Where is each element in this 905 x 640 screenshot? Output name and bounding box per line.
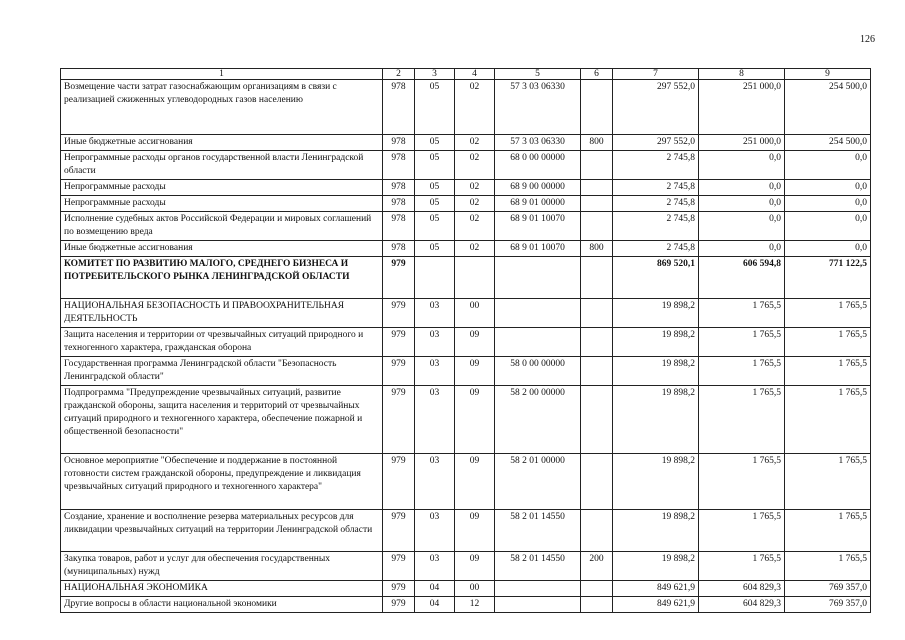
cell-expense-type [581,80,613,135]
cell-target-article: 58 2 01 00000 [495,454,581,510]
cell-expense-type [581,357,613,386]
cell-amount-year2: 606 594,8 [699,257,785,299]
table-row [61,80,871,135]
table-row [61,257,871,299]
cell-expense-type [581,196,613,212]
cell-amount-year1: 19 898,2 [613,552,699,581]
cell-amount-year1: 297 552,0 [613,80,699,135]
cell-amount-year3: 769 357,0 [785,581,871,597]
cell-expense-type [581,180,613,196]
table-row [61,151,871,180]
cell-subsection: 12 [455,597,495,613]
row-description: Непрограммные расходы [61,196,383,212]
cell-section [415,257,455,299]
cell-expense-type [581,454,613,510]
cell-subsection: 02 [455,241,495,257]
cell-amount-year2: 0,0 [699,241,785,257]
cell-ministry-code: 979 [383,510,415,552]
cell-expense-type [581,386,613,454]
cell-expense-type: 200 [581,552,613,581]
cell-target-article: 58 0 00 00000 [495,357,581,386]
cell-section: 05 [415,80,455,135]
cell-ministry-code: 979 [383,386,415,454]
cell-section: 04 [415,597,455,613]
cell-section: 03 [415,299,455,328]
cell-amount-year1: 19 898,2 [613,299,699,328]
cell-section: 03 [415,386,455,454]
cell-target-article [495,299,581,328]
cell-ministry-code: 978 [383,80,415,135]
cell-amount-year3: 1 765,5 [785,357,871,386]
cell-section: 03 [415,357,455,386]
cell-amount-year2: 1 765,5 [699,454,785,510]
row-description: НАЦИОНАЛЬНАЯ ЭКОНОМИКА [61,581,383,597]
row-description: Возмещение части затрат газоснабжающим организациям в связи с реализацией сжиженных углеводородных газов населению [61,80,383,135]
cell-amount-year1: 19 898,2 [613,357,699,386]
cell-target-article: 58 2 00 00000 [495,386,581,454]
table-row [61,454,871,510]
cell-section: 05 [415,151,455,180]
column-header: 6 [581,69,613,80]
column-header: 5 [495,69,581,80]
cell-amount-year3: 0,0 [785,180,871,196]
cell-amount-year3: 0,0 [785,241,871,257]
row-description: Иные бюджетные ассигнования [61,241,383,257]
cell-expense-type [581,328,613,357]
cell-amount-year1: 869 520,1 [613,257,699,299]
cell-target-article: 68 9 01 10070 [495,212,581,241]
row-description: Государственная программа Ленинградской области "Безопасность Ленинградской области" [61,357,383,386]
cell-amount-year2: 1 765,5 [699,357,785,386]
column-header: 2 [383,69,415,80]
cell-expense-type [581,597,613,613]
cell-subsection: 02 [455,180,495,196]
table-row [61,597,871,613]
cell-expense-type [581,299,613,328]
cell-expense-type: 800 [581,241,613,257]
cell-target-article: 57 3 03 06330 [495,135,581,151]
row-description: Подпрограмма "Предупреждение чрезвычайных ситуаций, развитие гражданской обороны, защита населения и территорий от чрезвычайных ситуаций природного и техногенного характера, обеспечение пожарной и общественной безопасности" [61,386,383,454]
cell-section: 05 [415,196,455,212]
cell-amount-year2: 251 000,0 [699,80,785,135]
cell-amount-year3: 1 765,5 [785,454,871,510]
cell-section: 05 [415,241,455,257]
cell-ministry-code: 979 [383,257,415,299]
cell-amount-year3: 769 357,0 [785,597,871,613]
cell-amount-year2: 0,0 [699,180,785,196]
row-description: Иные бюджетные ассигнования [61,135,383,151]
cell-section: 03 [415,328,455,357]
cell-amount-year1: 849 621,9 [613,597,699,613]
cell-subsection: 02 [455,212,495,241]
cell-ministry-code: 979 [383,328,415,357]
cell-amount-year1: 2 745,8 [613,241,699,257]
column-header: 7 [613,69,699,80]
cell-subsection: 09 [455,328,495,357]
table-row [61,241,871,257]
cell-ministry-code: 979 [383,581,415,597]
cell-amount-year2: 1 765,5 [699,552,785,581]
cell-target-article: 68 0 00 00000 [495,151,581,180]
table-row [61,357,871,386]
cell-subsection: 00 [455,581,495,597]
cell-ministry-code: 979 [383,597,415,613]
table-row [61,552,871,581]
cell-target-article: 58 2 01 14550 [495,510,581,552]
cell-target-article: 68 9 01 10070 [495,241,581,257]
column-header: 8 [699,69,785,80]
column-header: 9 [785,69,871,80]
cell-amount-year2: 604 829,3 [699,597,785,613]
cell-section: 03 [415,552,455,581]
cell-amount-year2: 1 765,5 [699,510,785,552]
table-header-row [61,69,871,80]
cell-subsection: 02 [455,151,495,180]
budget-table [60,68,871,613]
cell-ministry-code: 978 [383,180,415,196]
cell-subsection: 09 [455,357,495,386]
row-description: Другие вопросы в области национальной экономики [61,597,383,613]
cell-subsection [455,257,495,299]
cell-amount-year3: 1 765,5 [785,328,871,357]
cell-subsection: 09 [455,386,495,454]
cell-amount-year3: 1 765,5 [785,386,871,454]
cell-target-article [495,597,581,613]
cell-amount-year1: 2 745,8 [613,212,699,241]
cell-amount-year3: 0,0 [785,212,871,241]
table-row [61,180,871,196]
cell-ministry-code: 978 [383,135,415,151]
row-description: Непрограммные расходы органов государственной власти Ленинградской области [61,151,383,180]
cell-ministry-code: 979 [383,552,415,581]
cell-amount-year3: 254 500,0 [785,135,871,151]
cell-amount-year1: 19 898,2 [613,386,699,454]
cell-target-article: 58 2 01 14550 [495,552,581,581]
cell-ministry-code: 978 [383,151,415,180]
cell-subsection: 02 [455,80,495,135]
row-description: Защита населения и территории от чрезвычайных ситуаций природного и техногенного характера, гражданская оборона [61,328,383,357]
cell-amount-year2: 1 765,5 [699,386,785,454]
cell-expense-type [581,581,613,597]
table-row [61,135,871,151]
table-row [61,581,871,597]
cell-amount-year2: 1 765,5 [699,299,785,328]
cell-subsection: 09 [455,552,495,581]
cell-amount-year1: 19 898,2 [613,510,699,552]
cell-subsection: 09 [455,454,495,510]
cell-amount-year1: 19 898,2 [613,328,699,357]
table-row [61,510,871,552]
row-description: Закупка товаров, работ и услуг для обеспечения государственных (муниципальных) нужд [61,552,383,581]
cell-expense-type [581,510,613,552]
cell-target-article: 68 9 01 00000 [495,196,581,212]
cell-expense-type [581,151,613,180]
cell-amount-year1: 19 898,2 [613,454,699,510]
cell-section: 03 [415,454,455,510]
table-row [61,299,871,328]
cell-expense-type [581,212,613,241]
cell-amount-year3: 1 765,5 [785,510,871,552]
cell-section: 05 [415,212,455,241]
cell-amount-year2: 604 829,3 [699,581,785,597]
cell-amount-year1: 2 745,8 [613,151,699,180]
cell-subsection: 02 [455,196,495,212]
row-description: КОМИТЕТ ПО РАЗВИТИЮ МАЛОГО, СРЕДНЕГО БИЗНЕСА И ПОТРЕБИТЕЛЬСКОГО РЫНКА ЛЕНИНГРАДСКОЙ ОБЛАСТИ [61,257,383,299]
cell-expense-type: 800 [581,135,613,151]
row-description: Непрограммные расходы [61,180,383,196]
cell-section: 03 [415,510,455,552]
cell-amount-year3: 0,0 [785,196,871,212]
cell-ministry-code: 978 [383,196,415,212]
cell-amount-year3: 771 122,5 [785,257,871,299]
cell-ministry-code: 979 [383,454,415,510]
cell-ministry-code: 978 [383,212,415,241]
cell-target-article: 57 3 03 06330 [495,80,581,135]
column-header: 3 [415,69,455,80]
cell-ministry-code: 979 [383,357,415,386]
cell-target-article [495,328,581,357]
cell-section: 05 [415,180,455,196]
cell-expense-type [581,257,613,299]
cell-amount-year1: 297 552,0 [613,135,699,151]
cell-ministry-code: 979 [383,299,415,328]
cell-target-article [495,581,581,597]
table-body [61,80,871,613]
cell-ministry-code: 978 [383,241,415,257]
row-description: Исполнение судебных актов Российской Федерации и мировых соглашений по возмещению вреда [61,212,383,241]
cell-amount-year3: 0,0 [785,151,871,180]
cell-amount-year2: 1 765,5 [699,328,785,357]
cell-amount-year1: 2 745,8 [613,180,699,196]
table-row [61,328,871,357]
cell-target-article [495,257,581,299]
cell-target-article: 68 9 00 00000 [495,180,581,196]
row-description: Основное мероприятие "Обеспечение и поддержание в постоянной готовности систем гражданской обороны, предупреждение и ликвидация чрезвычайных ситуаций природного и техногенного характера" [61,454,383,510]
column-header: 4 [455,69,495,80]
page-number: 126 [860,34,875,45]
cell-amount-year3: 254 500,0 [785,80,871,135]
cell-amount-year3: 1 765,5 [785,299,871,328]
cell-amount-year1: 2 745,8 [613,196,699,212]
cell-amount-year2: 251 000,0 [699,135,785,151]
column-header: 1 [61,69,383,80]
cell-subsection: 00 [455,299,495,328]
cell-amount-year2: 0,0 [699,212,785,241]
row-description: НАЦИОНАЛЬНАЯ БЕЗОПАСНОСТЬ И ПРАВООХРАНИТЕЛЬНАЯ ДЕЯТЕЛЬНОСТЬ [61,299,383,328]
row-description: Создание, хранение и восполнение резерва материальных ресурсов для ликвидации чрезвычайных ситуаций на территории Ленинградской области [61,510,383,552]
table-row [61,196,871,212]
cell-amount-year3: 1 765,5 [785,552,871,581]
cell-amount-year2: 0,0 [699,196,785,212]
table-row [61,386,871,454]
cell-subsection: 02 [455,135,495,151]
cell-section: 04 [415,581,455,597]
table-row [61,212,871,241]
cell-section: 05 [415,135,455,151]
cell-amount-year1: 849 621,9 [613,581,699,597]
cell-subsection: 09 [455,510,495,552]
cell-amount-year2: 0,0 [699,151,785,180]
